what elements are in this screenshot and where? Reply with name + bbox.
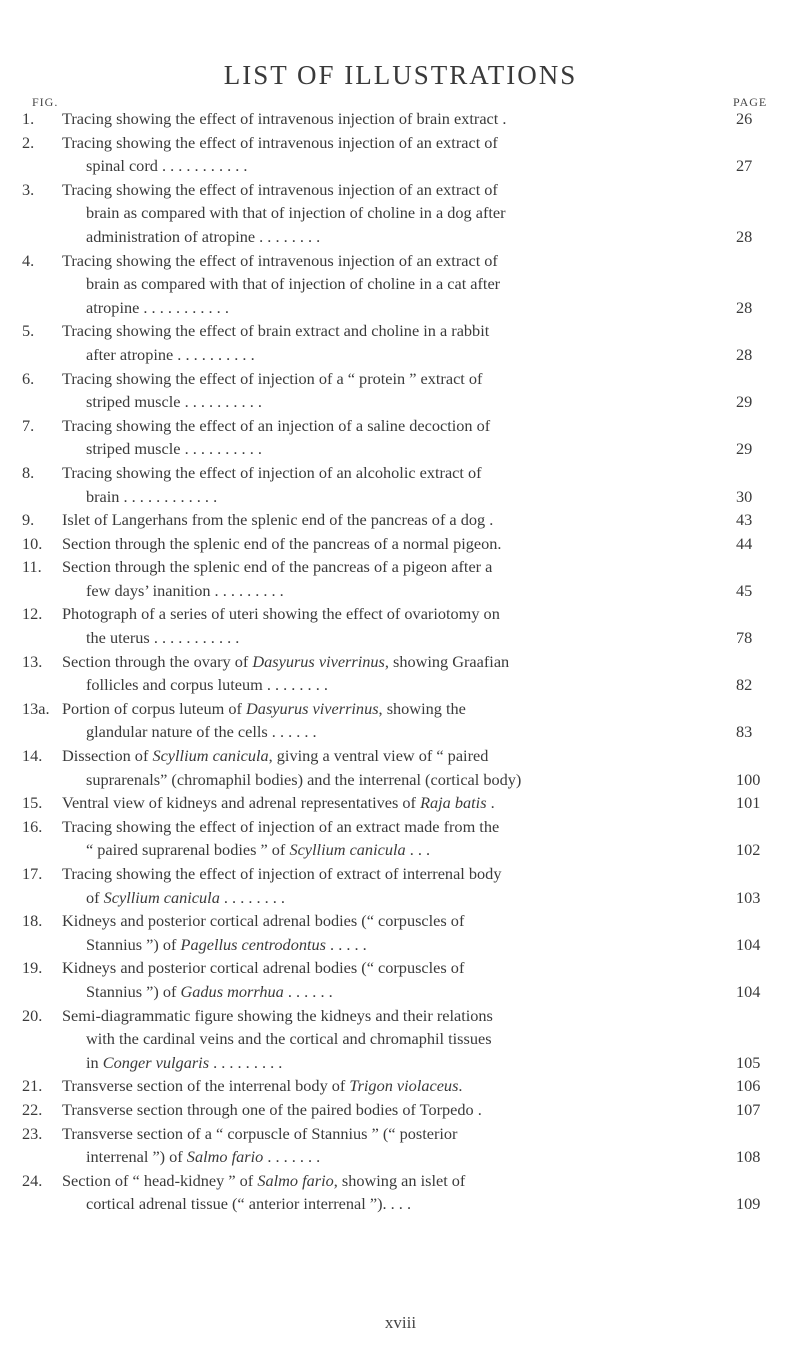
list-item xyxy=(0,791,801,815)
page-reference: 107 xyxy=(736,1099,761,1119)
entry-line xyxy=(0,838,801,862)
text-segment: cortical adrenal tissue (“ anterior interrenal ”). . . . xyxy=(86,1194,412,1214)
entry-text xyxy=(86,343,255,367)
page-reference: 44 xyxy=(736,533,753,553)
italic-species-name: Salmo fario xyxy=(257,1170,334,1190)
list-item xyxy=(0,909,801,956)
page-reference: 105 xyxy=(736,1052,761,1072)
entry-text xyxy=(86,980,333,1004)
text-segment: . . . xyxy=(405,840,431,860)
figure-number: 2. xyxy=(22,132,35,152)
text-segment: . . . . . . . xyxy=(263,1147,321,1167)
entry-text xyxy=(86,154,247,178)
figure-number: 24. xyxy=(22,1170,43,1190)
entry-text xyxy=(86,1027,492,1051)
text-segment: , showing Graafian xyxy=(384,651,510,671)
text-segment: Transverse section through one of the paired bodies of Torpedo . xyxy=(62,1099,482,1119)
list-item xyxy=(0,319,801,366)
entry-text xyxy=(86,720,317,744)
entry-line xyxy=(0,673,801,697)
entry-text xyxy=(62,461,482,485)
italic-species-name: Scyllium canicula xyxy=(103,887,220,907)
list-item xyxy=(0,1122,801,1169)
page-number: xviii xyxy=(384,1313,417,1332)
text-segment: Section through the ovary of xyxy=(62,651,253,671)
text-segment: , giving a ventral view of “ paired xyxy=(268,746,489,766)
entry-line xyxy=(0,390,801,414)
figure-number: 15. xyxy=(22,793,43,813)
figure-number: 4. xyxy=(22,250,35,270)
list-item xyxy=(0,602,801,649)
entry-line xyxy=(0,532,801,556)
list-item xyxy=(0,744,801,791)
entry-line xyxy=(0,201,801,225)
page-reference: 82 xyxy=(736,675,753,695)
figure-number: 23. xyxy=(22,1123,43,1143)
entry-text xyxy=(62,862,501,886)
entry-text xyxy=(86,768,521,792)
entry-text xyxy=(62,650,509,674)
entry-text xyxy=(62,697,466,721)
list-item xyxy=(0,815,801,862)
entry-line xyxy=(0,437,801,461)
entry-text xyxy=(86,673,328,697)
text-segment: brain as compared with that of injection of choline in a cat after xyxy=(86,274,501,294)
text-segment: Photograph of a series of uteri showing the effect of ovariotomy on xyxy=(62,604,500,624)
entry-text xyxy=(86,933,367,957)
entry-line xyxy=(0,933,801,957)
page-reference: 109 xyxy=(736,1194,761,1214)
text-segment: of xyxy=(86,887,104,907)
list-item xyxy=(0,178,801,249)
entry-line xyxy=(0,1051,801,1075)
text-segment: Tracing showing the effect of injection of a “ protein ” extract of xyxy=(62,368,483,388)
figure-number: 13. xyxy=(22,651,43,671)
page-reference: 104 xyxy=(736,934,761,954)
entry-text xyxy=(62,555,492,579)
fig-column-header: FIG. xyxy=(32,95,59,109)
entry-line xyxy=(0,602,801,626)
entry-line xyxy=(0,1169,801,1193)
list-item xyxy=(0,107,801,131)
text-segment: Stannius ”) of xyxy=(86,934,181,954)
entry-text xyxy=(62,367,482,391)
text-segment: Semi-diagrammatic figure showing the kidneys and their relations xyxy=(62,1005,493,1025)
page-title: LIST OF ILLUSTRATIONS xyxy=(223,60,578,90)
text-segment: . . . . . xyxy=(325,934,367,954)
figure-number: 9. xyxy=(22,510,35,530)
list-item xyxy=(0,414,801,461)
entry-line xyxy=(0,815,801,839)
text-segment: glandular nature of the cells . . . . . . xyxy=(86,722,317,742)
text-segment: Ventral view of kidneys and adrenal representatives of xyxy=(62,793,421,813)
text-segment: Tracing showing the effect of intravenous injection of brain extract . xyxy=(62,109,507,128)
entry-text xyxy=(86,272,500,296)
list-item xyxy=(0,1074,801,1098)
entry-text xyxy=(62,602,500,626)
entry-line xyxy=(0,886,801,910)
figure-number: 3. xyxy=(22,179,35,199)
italic-species-name: Scyllium canicula xyxy=(152,746,269,766)
entry-line xyxy=(0,768,801,792)
entry-text xyxy=(62,1122,457,1146)
entry-line xyxy=(0,414,801,438)
entry-text xyxy=(62,1074,463,1098)
italic-species-name: Scyllium canicula xyxy=(289,840,406,860)
entry-text xyxy=(62,815,499,839)
text-segment: . . . . . . . . xyxy=(219,887,285,907)
page-reference: 30 xyxy=(736,486,753,506)
entry-text xyxy=(62,131,498,155)
page-reference: 28 xyxy=(736,344,753,364)
text-segment: administration of atropine . . . . . . . . xyxy=(86,226,321,246)
entry-line xyxy=(0,909,801,933)
text-segment: Stannius ”) of xyxy=(86,981,181,1001)
entry-line xyxy=(0,272,801,296)
entry-line xyxy=(0,956,801,980)
page-reference: 26 xyxy=(736,109,753,128)
list-item xyxy=(0,461,801,508)
entry-text xyxy=(62,414,490,438)
figure-number: 8. xyxy=(22,462,35,482)
entry-text xyxy=(62,107,506,131)
entry-text xyxy=(86,485,217,509)
figure-number: 11. xyxy=(22,557,42,577)
text-segment: striped muscle . . . . . . . . . . xyxy=(86,439,262,459)
text-segment: Tracing showing the effect of an injection of a saline decoction of xyxy=(62,415,491,435)
text-segment: Section of “ head-kidney ” of xyxy=(62,1170,258,1190)
illustrations-list xyxy=(0,107,801,1216)
text-segment: . xyxy=(458,1076,463,1096)
page-reference: 27 xyxy=(736,156,753,176)
page-reference: 78 xyxy=(736,628,753,648)
figure-number: 12. xyxy=(22,604,43,624)
list-item xyxy=(0,131,801,178)
text-segment: Tracing showing the effect of brain extract and choline in a rabbit xyxy=(62,321,490,341)
text-segment: Tracing showing the effect of intravenous injection of an extract of xyxy=(62,179,498,199)
text-segment: “ paired suprarenal bodies ” of xyxy=(86,840,290,860)
entry-line xyxy=(0,1004,801,1028)
italic-species-name: Pagellus centrodontus xyxy=(180,934,326,954)
figure-number: 17. xyxy=(22,864,43,883)
italic-species-name: Dasyurus viverrinus xyxy=(252,651,385,671)
entry-line xyxy=(0,555,801,579)
page-reference: 83 xyxy=(736,722,753,742)
page-reference: 45 xyxy=(736,580,753,600)
page-column-header: PAGE xyxy=(733,95,768,109)
text-segment: the uterus . . . . . . . . . . . xyxy=(86,628,240,648)
text-segment: brain as compared with that of injection of choline in a dog after xyxy=(86,203,506,223)
list-item xyxy=(0,862,801,909)
figure-number: 1. xyxy=(22,109,35,128)
page-reference: 29 xyxy=(736,392,753,412)
entry-text xyxy=(86,1145,320,1169)
text-segment: Islet of Langerhans from the splenic end of the pancreas of a dog . xyxy=(62,510,494,530)
text-segment: Tracing showing the effect of intravenous injection of an extract of xyxy=(62,250,498,270)
entry-line xyxy=(0,626,801,650)
entry-text xyxy=(62,909,464,933)
entry-line xyxy=(0,319,801,343)
entry-line xyxy=(0,1122,801,1146)
figure-number: 19. xyxy=(22,958,43,978)
figure-number: 10. xyxy=(22,533,43,553)
italic-species-name: Salmo fario xyxy=(186,1147,264,1167)
entry-line xyxy=(0,720,801,744)
list-item xyxy=(0,508,801,532)
italic-species-name: Trigon violaceus xyxy=(349,1076,459,1096)
entry-line xyxy=(0,178,801,202)
entry-line xyxy=(0,862,801,886)
entry-text xyxy=(62,791,495,815)
figure-number: 13a. xyxy=(22,698,50,718)
text-segment: Section through the splenic end of the pancreas of a pigeon after a xyxy=(62,557,493,577)
entry-text xyxy=(86,838,430,862)
entry-text xyxy=(86,579,284,603)
text-segment: Dissection of xyxy=(62,746,153,766)
figure-number: 7. xyxy=(22,415,35,435)
text-segment: follicles and corpus luteum . . . . . . . . xyxy=(86,675,328,695)
text-segment: Tracing showing the effect of injection of an alcoholic extract of xyxy=(62,462,482,482)
text-segment: suprarenals” (chromaphil bodies) and the interrenal (cortical body) xyxy=(86,769,522,789)
text-segment: , showing the xyxy=(378,698,466,718)
list-item xyxy=(0,956,801,1003)
page-reference: 28 xyxy=(736,226,753,246)
list-item xyxy=(0,249,801,320)
entry-text xyxy=(62,956,464,980)
entry-text xyxy=(62,178,498,202)
list-item xyxy=(0,1169,801,1216)
figure-number: 18. xyxy=(22,911,43,931)
page-reference: 108 xyxy=(736,1147,761,1167)
text-segment: atropine . . . . . . . . . . . xyxy=(86,297,229,317)
entry-text xyxy=(86,1051,282,1075)
text-segment: with the cardinal veins and the cortical and chromaphil tissues xyxy=(86,1029,492,1049)
entry-line xyxy=(0,367,801,391)
entry-text xyxy=(62,532,501,556)
text-segment: Transverse section of a “ corpuscle of Stannius ” (“ posterior xyxy=(62,1123,458,1143)
list-item xyxy=(0,367,801,414)
figure-number: 22. xyxy=(22,1099,43,1119)
page-reference: 103 xyxy=(736,887,761,907)
list-item xyxy=(0,555,801,602)
entry-line xyxy=(0,461,801,485)
entry-line xyxy=(0,1098,801,1122)
entry-line xyxy=(0,744,801,768)
text-segment: Transverse section of the interrenal body of xyxy=(62,1076,350,1096)
entry-text xyxy=(86,390,262,414)
entry-text xyxy=(62,1169,465,1193)
entry-text xyxy=(62,249,498,273)
figure-number: 16. xyxy=(22,816,43,836)
entry-text xyxy=(86,225,320,249)
text-segment: Tracing showing the effect of intravenous injection of an extract of xyxy=(62,132,498,152)
text-segment: Kidneys and posterior cortical adrenal bodies (“ corpuscles of xyxy=(62,958,465,978)
page-reference: 29 xyxy=(736,439,753,459)
list-item xyxy=(0,697,801,744)
text-segment: Tracing showing the effect of injection of extract of interrenal body xyxy=(62,864,502,883)
figure-number: 20. xyxy=(22,1005,43,1025)
entry-text xyxy=(62,744,488,768)
text-segment: in xyxy=(86,1052,103,1072)
entry-text xyxy=(86,296,229,320)
list-item xyxy=(0,532,801,556)
list-item xyxy=(0,650,801,697)
entry-line xyxy=(0,508,801,532)
text-segment: striped muscle . . . . . . . . . . xyxy=(86,392,262,412)
entry-text xyxy=(62,508,493,532)
entry-line xyxy=(0,1074,801,1098)
entry-text xyxy=(86,437,262,461)
entry-line xyxy=(0,107,801,131)
text-segment: interrenal ”) of xyxy=(86,1147,187,1167)
entry-line xyxy=(0,296,801,320)
entry-line xyxy=(0,1027,801,1051)
page-reference: 28 xyxy=(736,297,753,317)
entry-text xyxy=(86,626,239,650)
page-reference: 102 xyxy=(736,840,761,860)
text-segment: Tracing showing the effect of injection of an extract made from the xyxy=(62,816,500,836)
entry-text xyxy=(62,319,489,343)
entry-text xyxy=(62,1004,493,1028)
text-segment: after atropine . . . . . . . . . . xyxy=(86,344,255,364)
page-reference: 100 xyxy=(736,769,761,789)
text-segment: spinal cord . . . . . . . . . . . xyxy=(86,156,248,176)
entry-text xyxy=(86,886,285,910)
text-segment: brain . . . . . . . . . . . . xyxy=(86,486,218,506)
entry-line xyxy=(0,650,801,674)
text-segment: . xyxy=(486,793,495,813)
italic-species-name: Conger vulgaris xyxy=(102,1052,210,1072)
entry-line xyxy=(0,343,801,367)
text-segment: Section through the splenic end of the pancreas of a normal pigeon. xyxy=(62,533,502,553)
entry-line xyxy=(0,131,801,155)
page-reference: 106 xyxy=(736,1076,761,1096)
page-reference: 104 xyxy=(736,981,761,1001)
list-item xyxy=(0,1004,801,1075)
page-reference: 101 xyxy=(736,793,761,813)
italic-species-name: Gadus morrhua xyxy=(180,981,284,1001)
figure-number: 14. xyxy=(22,746,43,766)
entry-line xyxy=(0,1145,801,1169)
italic-species-name: Dasyurus viverrinus xyxy=(246,698,379,718)
list-item xyxy=(0,1098,801,1122)
entry-line xyxy=(0,154,801,178)
text-segment: few days’ inanition . . . . . . . . . xyxy=(86,580,284,600)
text-segment: Portion of corpus luteum of xyxy=(62,698,247,718)
page-reference: 43 xyxy=(736,510,753,530)
figure-number: 21. xyxy=(22,1076,43,1096)
entry-line xyxy=(0,249,801,273)
entry-line xyxy=(0,697,801,721)
italic-species-name: Raja batis xyxy=(420,793,487,813)
text-segment: . . . . . . xyxy=(283,981,333,1001)
text-segment: Kidneys and posterior cortical adrenal bodies (“ corpuscles of xyxy=(62,911,465,931)
entry-line xyxy=(0,225,801,249)
entry-line xyxy=(0,791,801,815)
entry-line xyxy=(0,579,801,603)
entry-line xyxy=(0,485,801,509)
entry-line xyxy=(0,1192,801,1216)
entry-text xyxy=(86,1192,411,1216)
entry-text xyxy=(62,1098,482,1122)
entry-line xyxy=(0,980,801,1004)
figure-number: 5. xyxy=(22,321,35,341)
text-segment: , showing an islet of xyxy=(333,1170,466,1190)
figure-number: 6. xyxy=(22,368,35,388)
entry-text xyxy=(86,201,506,225)
text-segment: . . . . . . . . . xyxy=(209,1052,283,1072)
